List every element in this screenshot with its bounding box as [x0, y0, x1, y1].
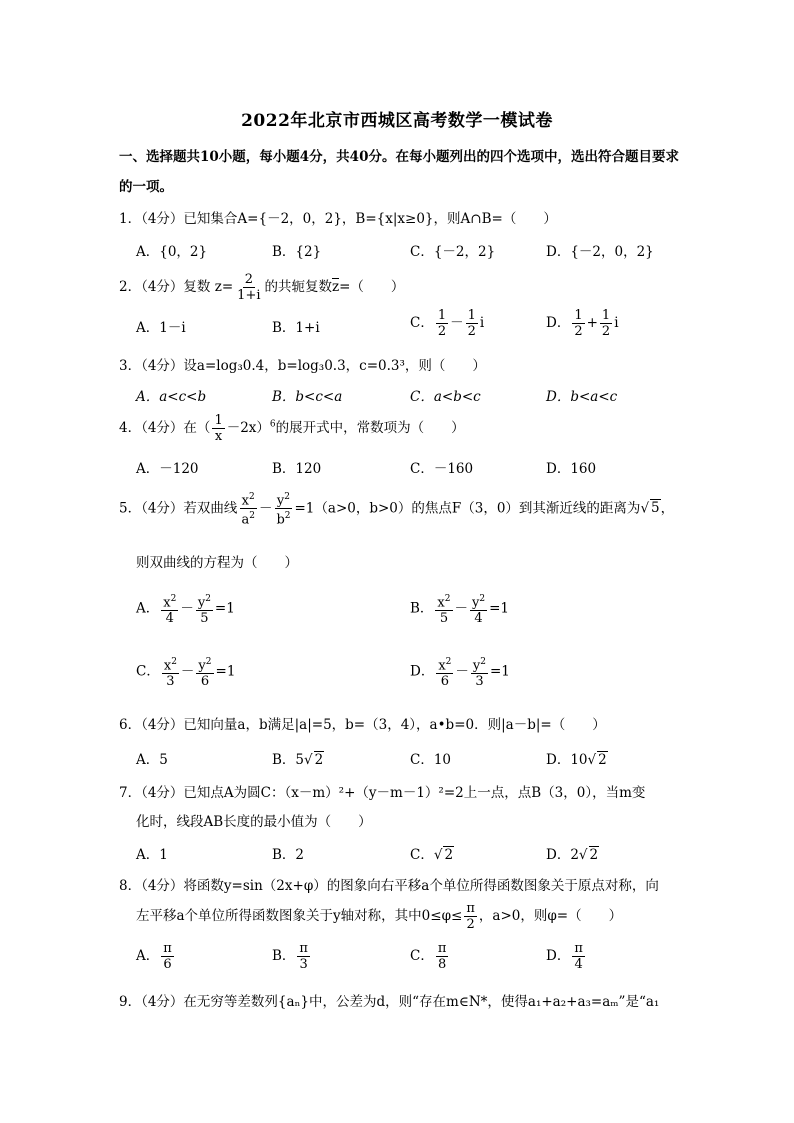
q6-option-b: B．5√ 2 — [272, 752, 324, 768]
q8-b-den: 3 — [299, 957, 308, 972]
q2-c-i: i — [479, 315, 485, 331]
q2-d-frac1-den: 2 — [574, 324, 583, 339]
q5-d-label: D． — [410, 663, 435, 680]
q5-b-label: B． — [410, 600, 434, 617]
q5-c-label: C． — [136, 663, 160, 680]
q4-option-d: D．160 — [546, 461, 597, 477]
question-5-line2: 则双曲线的方程为（ ） — [136, 555, 298, 571]
q8-a-frac — [161, 941, 174, 972]
q2-z: z= — [214, 279, 234, 295]
q8-a-label: A． — [136, 948, 160, 964]
q3-option-b: B．b<c<a — [272, 389, 343, 405]
q5-d-y: y — [472, 658, 481, 674]
q1-option-b: B．{2} — [272, 244, 322, 260]
q5-c-eq: =1 — [215, 663, 236, 680]
q5-y-sq: 2 — [284, 492, 291, 502]
page-title: 2022年北京市西城区高考数学一模试卷 — [241, 111, 553, 131]
q2-fraction — [235, 272, 262, 303]
q1-option-d: D．{－2，0，2} — [546, 244, 654, 260]
q2-d-label: D． — [546, 315, 571, 331]
q5-b: b — [276, 512, 285, 528]
q5-d-frac2 — [471, 655, 488, 689]
q8-b-label: B． — [272, 948, 296, 964]
question-3: 3．（4分）设a=log₃0.4，b=log₃0.3，c=0.3³，则（ ） — [119, 358, 486, 374]
q2-d-frac2 — [600, 308, 612, 339]
q1-option-c: C．{－2，2} — [410, 244, 496, 260]
q4-fraction — [212, 413, 224, 444]
q5-option-d: D． $\frac{x^2}{6}$ － $\frac{y^2}{3}$ =1 — [410, 657, 510, 690]
q5-b-y-sq: 2 — [479, 594, 486, 604]
q7-option-c: C．√ 2 — [410, 847, 454, 863]
q5-c-frac2 — [196, 655, 213, 689]
q2-d-frac1-num: 1 — [574, 308, 583, 323]
q5-b-frac1-den: 5 — [439, 611, 449, 627]
q8-c-den: 8 — [437, 957, 447, 972]
q2-c-frac1-num: 1 — [437, 308, 447, 323]
question-5: 5．（4分）若双曲线 $\frac{x^2}{a^2}$ － $\frac{y^2}{b^2}$ =1（a>0，b>0）的焦点F（3，0）到其渐近线的距离为√ 5， — [119, 492, 675, 528]
q8-c-num: π — [437, 941, 447, 956]
q8-line2-pre: 左平移a个单位所得函数图象关于y轴对称，其中0≤φ≤ — [136, 908, 463, 924]
q4-num: 1 — [214, 413, 223, 428]
section-heading: 一、选择题共10小题，每小题4分，共40分。在每小题列出的四个选项中，选出符合题目要求的一项。 — [119, 149, 679, 195]
q4-prefix: 4．（4分）在（ — [119, 420, 211, 436]
q8-c-frac — [436, 941, 449, 972]
q5-c-frac2-num — [196, 655, 213, 674]
q2-c-frac2-num: 1 — [467, 308, 476, 323]
q5-a-x-sq: 2 — [170, 594, 177, 604]
q6-option-a: A．5 — [136, 752, 168, 768]
q5-frac-x-num — [240, 490, 257, 509]
q5-a-frac2-num — [196, 592, 213, 611]
q7-c-root: 2 — [444, 847, 454, 863]
q4-option-b: B．120 — [272, 461, 322, 477]
q2-d-frac1 — [572, 308, 584, 339]
q5-a-eq: =1 — [214, 600, 235, 617]
q5-option-b: B． $\frac{x^2}{5}$ － $\frac{y^2}{4}$ =1 — [410, 594, 509, 627]
q2-zbar: z — [332, 279, 340, 295]
q8-frac-num: π — [466, 901, 475, 916]
q2-num: 2 — [244, 272, 253, 287]
q8-c-label: C． — [410, 948, 434, 964]
q5-d-frac1-num — [436, 655, 453, 674]
q5-prefix: 5．（4分）若双曲线 — [119, 500, 238, 517]
q2-c-frac2-den: 2 — [467, 324, 476, 339]
q5-a-label: A． — [136, 600, 160, 617]
q4-option-a: A．－120 — [136, 461, 199, 477]
q5-x-sq: 2 — [248, 492, 255, 502]
q5-b-sq: 2 — [284, 511, 291, 522]
q5-d-eq: =1 — [490, 663, 510, 680]
q8-d-num: π — [574, 941, 583, 956]
q5-c-frac1 — [162, 655, 179, 689]
q5-a-frac2 — [196, 592, 213, 626]
q7-option-b: B．2 — [272, 847, 305, 863]
q5-option-c: C． $\frac{x^2}{3}$ － $\frac{y^2}{6}$ =1 — [136, 657, 236, 690]
question-8: 8．（4分）将函数y=sin（2x+φ）的图象向右平移a个单位所得函数图象关于原点对称，向 — [119, 878, 659, 894]
q5-d-x-sq: 2 — [445, 657, 452, 667]
q2-d-frac2-den: 2 — [601, 324, 611, 339]
q2-option-b: B．1+i — [272, 320, 320, 336]
q5-frac-y-num — [275, 490, 292, 509]
q5-b-x: x — [437, 595, 445, 611]
q4-post: 的展开式中，常数项为（ ） — [275, 420, 465, 436]
q7-c-label: C． — [410, 847, 434, 863]
q2-d-i: i — [614, 315, 619, 331]
q8-a-num: π — [163, 941, 172, 956]
q7-d-label: D．2 — [546, 847, 579, 863]
question-6: 6．（4分）已知向量a，b满足|a|=5，b=（3，4），a•b=0．则|a－b|=（ ） — [119, 717, 606, 733]
q5-d-frac1-den: 6 — [440, 674, 449, 690]
q5-root: 5 — [651, 500, 660, 517]
question-4 — [119, 413, 465, 444]
question-9: 9．（4分）在无穷等差数列{aₙ}中，公差为d，则“存在m∈N*，使得a₁+a₂+a₃=aₘ”是“a₁ — [119, 994, 660, 1010]
q7-option-d: D．2√ 2 — [546, 847, 599, 863]
q5-b-y: y — [472, 595, 480, 611]
q8-b-num: π — [299, 941, 308, 956]
q5-b-x-sq: 2 — [444, 594, 451, 604]
q6-b-root: 2 — [314, 752, 324, 768]
q6-option-c: C．10 — [410, 752, 452, 768]
q5-a-frac1-num — [161, 592, 178, 611]
q2-d-frac2-num: 1 — [601, 308, 611, 323]
q8-a-den: 6 — [163, 957, 172, 972]
q5-c-frac2-den: 6 — [200, 674, 210, 690]
q5-a: a — [241, 512, 250, 528]
q5-x: x — [241, 493, 249, 509]
q5-d-x: x — [438, 658, 446, 674]
q4-option-c: C．－160 — [410, 461, 474, 477]
q2-prefix: 2．（4分）复数 — [119, 279, 211, 295]
q8-option-a — [136, 941, 176, 972]
q6-d-root: 2 — [598, 752, 607, 768]
q5-tail: ， — [660, 500, 675, 517]
q5-b-frac1-num — [435, 592, 452, 611]
question-7: 7．（4分）已知点A为圆C：（x－m）²+（y－m－1）²=2上一点，点B（3，0），当m变 — [119, 785, 646, 801]
q2-eq: =（ ） — [339, 279, 405, 295]
q8-line2-post: ，a>0，则φ=（ ） — [478, 908, 623, 924]
q8-frac-den: 2 — [466, 917, 475, 932]
q5-frac-y — [274, 490, 292, 528]
q5-c-y: y — [198, 658, 206, 674]
q4-mid: －2x） — [226, 420, 270, 436]
q1-option-a: A．{0，2} — [136, 244, 208, 260]
q5-a-frac2-den: 5 — [200, 611, 209, 627]
q5-c-frac1-den: 3 — [166, 674, 175, 690]
q5-frac-x — [239, 490, 257, 528]
q5-b-eq: =1 — [489, 600, 509, 617]
q5-frac-x-den — [239, 509, 257, 527]
q2-option-c: C． $\frac{1}{2}$ － $\frac{1}{2}$ i — [410, 308, 485, 339]
q5-a-frac1 — [161, 592, 178, 626]
q4-exp: 6 — [269, 419, 276, 430]
q5-b-frac1 — [435, 592, 452, 626]
q8-option-b — [272, 941, 312, 972]
q6-d-label: D．10 — [546, 752, 588, 768]
q5-c-y-sq: 2 — [205, 657, 212, 667]
q3-option-c: C．a<b<c — [410, 389, 481, 405]
q5-b-frac2 — [470, 592, 487, 626]
q7-d-root: 2 — [589, 847, 599, 863]
q2-c-frac1-den: 2 — [437, 324, 447, 339]
q8-b-frac — [297, 941, 310, 972]
q4-den: x — [214, 429, 223, 444]
q8-d-label: D． — [546, 948, 571, 964]
q5-d-frac2-den: 3 — [475, 674, 484, 690]
q5-option-a: A． $\frac{x^2}{4}$ － $\frac{y^2}{5}$ =1 — [136, 594, 235, 627]
question-2 — [119, 272, 404, 303]
q5-b-frac2-den: 4 — [474, 611, 483, 627]
q2-c-label: C． — [410, 315, 434, 331]
q5-d-frac1 — [436, 655, 453, 689]
q6-b-label: B．5 — [272, 752, 305, 768]
q5-a-y-sq: 2 — [205, 594, 211, 604]
q8-d-frac — [572, 941, 585, 972]
question-1: 1．（4分）已知集合A={－2，0，2}，B={x|x≥0}，则A∩B=（ ） — [119, 211, 557, 227]
q5-post: =1（a>0，b>0）的焦点F（3，0）到其渐近线的距离为 — [294, 500, 641, 517]
q5-d-frac2-num — [471, 655, 488, 674]
q5-y: y — [276, 493, 285, 509]
q3-option-a: A．a<c<b — [136, 389, 207, 405]
q2-post: 的共轭复数 — [264, 279, 332, 295]
q5-b-frac2-num — [470, 592, 487, 611]
q2-option-d: D． $\frac{1}{2}$ + $\frac{1}{2}$ i — [546, 308, 619, 339]
q8-option-c — [410, 941, 450, 972]
q2-den: 1+i — [237, 288, 261, 303]
question-7-line2: 化时，线段AB长度的最小值为（ ） — [136, 814, 372, 830]
q5-c-x-sq: 2 — [171, 657, 177, 667]
q7-option-a: A．1 — [136, 847, 168, 863]
question-8-line2 — [136, 901, 622, 932]
q2-c-frac2 — [466, 308, 478, 339]
q2-option-a: A．1－i — [136, 320, 186, 336]
q5-c-frac1-num — [162, 655, 179, 674]
q5-frac-y-den — [274, 509, 292, 527]
q5-a-x: x — [163, 595, 171, 611]
q5-a-frac1-den: 4 — [165, 611, 174, 627]
q8-option-d — [546, 941, 587, 972]
q5-a-sq: 2 — [249, 511, 255, 522]
q8-frac — [464, 901, 477, 932]
q5-a-y: y — [197, 595, 206, 611]
q6-option-d: D．10√ 2 — [546, 752, 607, 768]
q5-c-x: x — [163, 658, 172, 674]
q3-option-d: D．b<a<c — [546, 389, 618, 405]
q5-d-y-sq: 2 — [480, 657, 486, 667]
q8-d-den: 4 — [574, 957, 583, 972]
q2-c-frac1 — [436, 308, 448, 339]
